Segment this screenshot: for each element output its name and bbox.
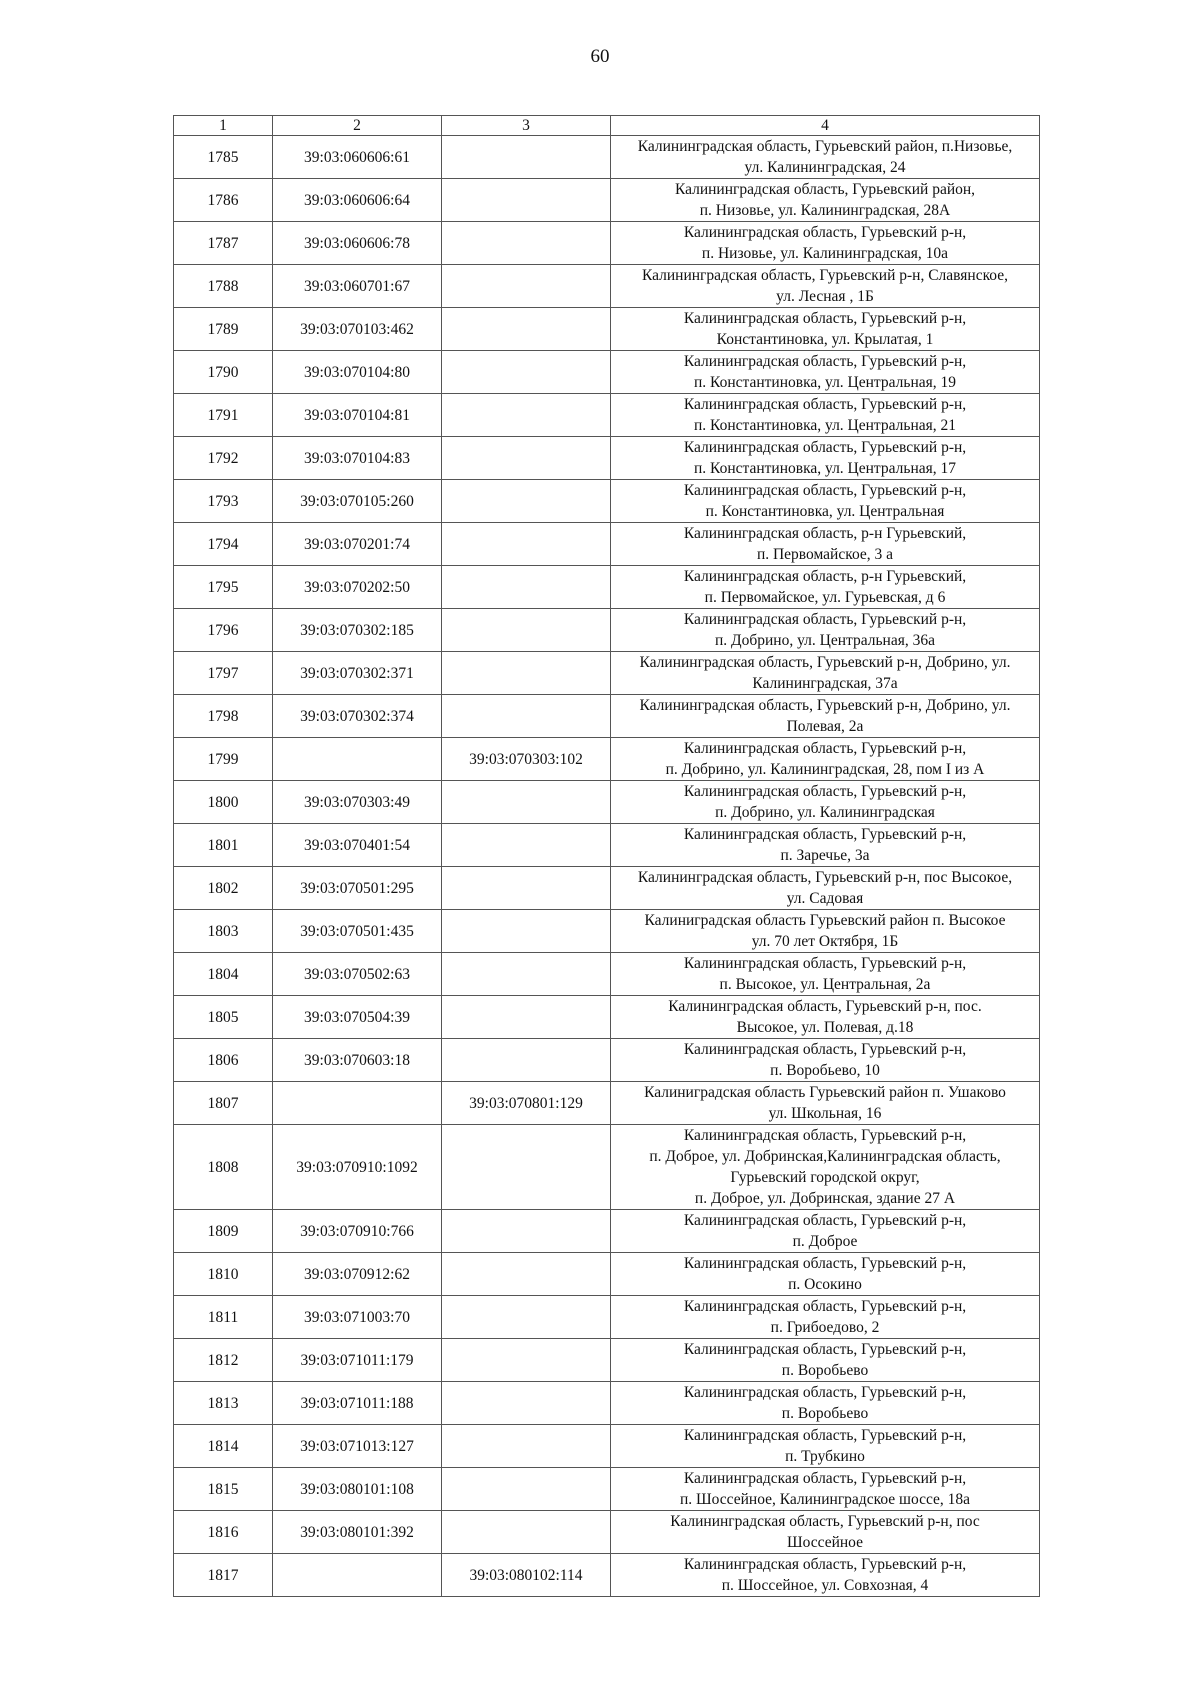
row-number-cell: 1797 [174,652,273,695]
secondary-cadastral-number-cell [442,308,611,351]
table-row [174,523,1040,566]
address-cell: Калининградская область, Гурьевский р-н, Константиновка, ул. Крылатая, 1 [611,308,1040,351]
table-row [174,1425,1040,1468]
address-cell: Калининградская область, Гурьевский р-н, п. Константиновка, ул. Центральная [611,480,1040,523]
row-number-cell: 1813 [174,1382,273,1425]
address-cell: Калининградская область, Гурьевский р-н, п. Воробьево, 10 [611,1039,1040,1082]
table-row [174,1511,1040,1554]
address-cell: Калининградская область, Гурьевский район, п.Низовье, ул. Калининградская, 24 [611,136,1040,179]
row-number-cell: 1803 [174,910,273,953]
secondary-cadastral-number-cell: 39:03:080102:114 [442,1554,611,1597]
row-number-cell: 1801 [174,824,273,867]
table-row [174,1296,1040,1339]
row-number-cell: 1802 [174,867,273,910]
cadastral-number-cell: 39:03:070912:62 [273,1253,442,1296]
row-number-cell: 1805 [174,996,273,1039]
table-row [174,222,1040,265]
address-cell: Калининградская область, Гурьевский р-н, пос. Высокое, ул. Полевая, д.18 [611,996,1040,1039]
secondary-cadastral-number-cell [442,1296,611,1339]
row-number-cell: 1806 [174,1039,273,1082]
table-row [174,1382,1040,1425]
cadastral-number-cell [273,1082,442,1125]
row-number-cell: 1794 [174,523,273,566]
secondary-cadastral-number-cell [442,1125,611,1210]
address-cell: Калиниградская область Гурьевский район п. Высокое ул. 70 лет Октября, 1Б [611,910,1040,953]
cadastral-number-cell: 39:03:070202:50 [273,566,442,609]
header-row [174,116,1040,136]
secondary-cadastral-number-cell [442,179,611,222]
cadastral-number-cell: 39:03:071003:70 [273,1296,442,1339]
cadastral-number-cell: 39:03:070501:295 [273,867,442,910]
table-row [174,738,1040,781]
secondary-cadastral-number-cell [442,996,611,1039]
secondary-cadastral-number-cell [442,1339,611,1382]
address-cell: Калининградская область, Гурьевский р-н, п. Константиновка, ул. Центральная, 17 [611,437,1040,480]
address-cell: Калининградская область, Гурьевский р-н, п. Добрино, ул. Калининградская, 28, пом I из А [611,738,1040,781]
cadastral-number-cell: 39:03:070303:49 [273,781,442,824]
table-row [174,1468,1040,1511]
address-cell: Калининградская область, Гурьевский р-н, п. Воробьево [611,1339,1040,1382]
address-cell: Калининградская область, Гурьевский р-н, п. Воробьево [611,1382,1040,1425]
table-row [174,867,1040,910]
table-row [174,437,1040,480]
row-number-cell: 1811 [174,1296,273,1339]
address-cell: Калининградская область, Гурьевский р-н, п. Высокое, ул. Центральная, 2а [611,953,1040,996]
secondary-cadastral-number-cell [442,1468,611,1511]
cadastral-number-cell: 39:03:080101:108 [273,1468,442,1511]
address-cell: Калининградская область, Гурьевский р-н, пос Высокое, ул. Садовая [611,867,1040,910]
secondary-cadastral-number-cell: 39:03:070303:102 [442,738,611,781]
row-number-cell: 1816 [174,1511,273,1554]
table-row [174,1554,1040,1597]
cadastral-number-cell: 39:03:070501:435 [273,910,442,953]
row-number-cell: 1790 [174,351,273,394]
cadastral-number-cell: 39:03:070504:39 [273,996,442,1039]
table-row [174,910,1040,953]
address-cell: Калининградская область, р-н Гурьевский, п. Первомайское, ул. Гурьевская, д 6 [611,566,1040,609]
table-row [174,781,1040,824]
cadastral-number-cell: 39:03:071011:179 [273,1339,442,1382]
cadastral-number-cell: 39:03:071013:127 [273,1425,442,1468]
cadastral-number-cell: 39:03:060606:64 [273,179,442,222]
row-number-cell: 1817 [174,1554,273,1597]
address-cell: Калининградская область, Гурьевский р-н, п. Заречье, 3а [611,824,1040,867]
secondary-cadastral-number-cell [442,1210,611,1253]
row-number-cell: 1796 [174,609,273,652]
row-number-cell: 1812 [174,1339,273,1382]
table-row [174,179,1040,222]
secondary-cadastral-number-cell [442,351,611,394]
secondary-cadastral-number-cell [442,480,611,523]
row-number-cell: 1799 [174,738,273,781]
table-row [174,308,1040,351]
secondary-cadastral-number-cell [442,1039,611,1082]
secondary-cadastral-number-cell: 39:03:070801:129 [442,1082,611,1125]
table-row [174,953,1040,996]
address-cell: Калининградская область, Гурьевский р-н, п. Добрино, ул. Калининградская [611,781,1040,824]
address-cell: Калининградская область, Гурьевский р-н, пос Шоссейное [611,1511,1040,1554]
secondary-cadastral-number-cell [442,265,611,308]
header-col-3: 3 [442,116,611,136]
table-row [174,480,1040,523]
table-row [174,1039,1040,1082]
cadastral-number-cell: 39:03:070105:260 [273,480,442,523]
table-row [174,566,1040,609]
row-number-cell: 1798 [174,695,273,738]
address-cell: Калининградская область, Гурьевский р-н, п. Трубкино [611,1425,1040,1468]
secondary-cadastral-number-cell [442,566,611,609]
cadastral-number-cell: 39:03:070502:63 [273,953,442,996]
secondary-cadastral-number-cell [442,652,611,695]
row-number-cell: 1791 [174,394,273,437]
cadastral-number-cell: 39:03:060701:67 [273,265,442,308]
address-cell: Калининградская область, Гурьевский р-н, Добрино, ул. Калининградская, 37а [611,652,1040,695]
cadastral-number-cell [273,1554,442,1597]
row-number-cell: 1789 [174,308,273,351]
address-cell: Калининградская область, Гурьевский р-н, п. Грибоедово, 2 [611,1296,1040,1339]
address-cell: Калининградская область, Гурьевский р-н, п. Низовье, ул. Калининградская, 10а [611,222,1040,265]
address-cell: Калининградская область, Гурьевский район, п. Низовье, ул. Калининградская, 28А [611,179,1040,222]
address-cell: Калининградская область, Гурьевский р-н, п. Осокино [611,1253,1040,1296]
address-cell: Калининградская область, Гурьевский р-н, п. Константиновка, ул. Центральная, 21 [611,394,1040,437]
cadastral-number-cell: 39:03:070104:83 [273,437,442,480]
secondary-cadastral-number-cell [442,824,611,867]
registry-table [173,115,1040,1597]
row-number-cell: 1800 [174,781,273,824]
secondary-cadastral-number-cell [442,781,611,824]
secondary-cadastral-number-cell [442,695,611,738]
table-row [174,1253,1040,1296]
table-body [174,136,1040,1597]
table-row [174,652,1040,695]
row-number-cell: 1809 [174,1210,273,1253]
secondary-cadastral-number-cell [442,910,611,953]
table-row [174,394,1040,437]
address-cell: Калининградская область, Гурьевский р-н, п. Шоссейное, ул. Совхозная, 4 [611,1554,1040,1597]
cadastral-number-cell: 39:03:070201:74 [273,523,442,566]
secondary-cadastral-number-cell [442,437,611,480]
address-cell: Калининградская область, Гурьевский р-н, п. Доброе, ул. Добринская,Калининградская область, Гурьевский городской округ, п. Доброе, ул. Добринская, здание 27 А [611,1125,1040,1210]
table-row [174,1339,1040,1382]
table-row [174,695,1040,738]
cadastral-number-cell: 39:03:070302:374 [273,695,442,738]
row-number-cell: 1788 [174,265,273,308]
table-row [174,1210,1040,1253]
cadastral-number-cell: 39:03:070603:18 [273,1039,442,1082]
row-number-cell: 1787 [174,222,273,265]
table-row [174,265,1040,308]
address-cell: Калининградская область, Гурьевский р-н, п. Константиновка, ул. Центральная, 19 [611,351,1040,394]
secondary-cadastral-number-cell [442,1425,611,1468]
secondary-cadastral-number-cell [442,867,611,910]
secondary-cadastral-number-cell [442,222,611,265]
address-cell: Калининградская область, Гурьевский р-н, Славянское, ул. Лесная , 1Б [611,265,1040,308]
row-number-cell: 1807 [174,1082,273,1125]
row-number-cell: 1786 [174,179,273,222]
secondary-cadastral-number-cell [442,609,611,652]
address-cell: Калининградская область, Гурьевский р-н, п. Доброе [611,1210,1040,1253]
row-number-cell: 1792 [174,437,273,480]
header-col-4: 4 [611,116,1040,136]
cadastral-number-cell: 39:03:060606:78 [273,222,442,265]
secondary-cadastral-number-cell [442,1511,611,1554]
row-number-cell: 1808 [174,1125,273,1210]
cadastral-number-cell: 39:03:070910:1092 [273,1125,442,1210]
secondary-cadastral-number-cell [442,1382,611,1425]
row-number-cell: 1795 [174,566,273,609]
address-cell: Калиниградская область Гурьевский район п. Ушаково ул. Школьная, 16 [611,1082,1040,1125]
page-number: 60 [590,46,610,67]
table-row [174,1082,1040,1125]
row-number-cell: 1814 [174,1425,273,1468]
address-cell: Калининградская область, Гурьевский р-н, п. Шоссейное, Калининградское шоссе, 18а [611,1468,1040,1511]
table-row [174,824,1040,867]
row-number-cell: 1793 [174,480,273,523]
table-header [174,116,1040,136]
cadastral-number-cell: 39:03:070104:81 [273,394,442,437]
address-cell: Калининградская область, Гурьевский р-н, Добрино, ул. Полевая, 2а [611,695,1040,738]
cadastral-number-cell: 39:03:070302:371 [273,652,442,695]
cadastral-number-cell [273,738,442,781]
row-number-cell: 1785 [174,136,273,179]
header-col-2: 2 [273,116,442,136]
cadastral-number-cell: 39:03:070103:462 [273,308,442,351]
address-cell: Калининградская область, Гурьевский р-н, п. Добрино, ул. Центральная, 36а [611,609,1040,652]
header-col-1: 1 [174,116,273,136]
cadastral-number-cell: 39:03:070104:80 [273,351,442,394]
table-row [174,609,1040,652]
secondary-cadastral-number-cell [442,1253,611,1296]
cadastral-number-cell: 39:03:071011:188 [273,1382,442,1425]
secondary-cadastral-number-cell [442,953,611,996]
secondary-cadastral-number-cell [442,523,611,566]
cadastral-number-cell: 39:03:070910:766 [273,1210,442,1253]
row-number-cell: 1810 [174,1253,273,1296]
table-row [174,351,1040,394]
cadastral-number-cell: 39:03:080101:392 [273,1511,442,1554]
cadastral-number-cell: 39:03:060606:61 [273,136,442,179]
cadastral-number-cell: 39:03:070302:185 [273,609,442,652]
address-cell: Калининградская область, р-н Гурьевский, п. Первомайское, 3 а [611,523,1040,566]
table-row [174,136,1040,179]
table-row [174,1125,1040,1210]
row-number-cell: 1815 [174,1468,273,1511]
secondary-cadastral-number-cell [442,394,611,437]
table-row [174,996,1040,1039]
cadastral-number-cell: 39:03:070401:54 [273,824,442,867]
secondary-cadastral-number-cell [442,136,611,179]
row-number-cell: 1804 [174,953,273,996]
